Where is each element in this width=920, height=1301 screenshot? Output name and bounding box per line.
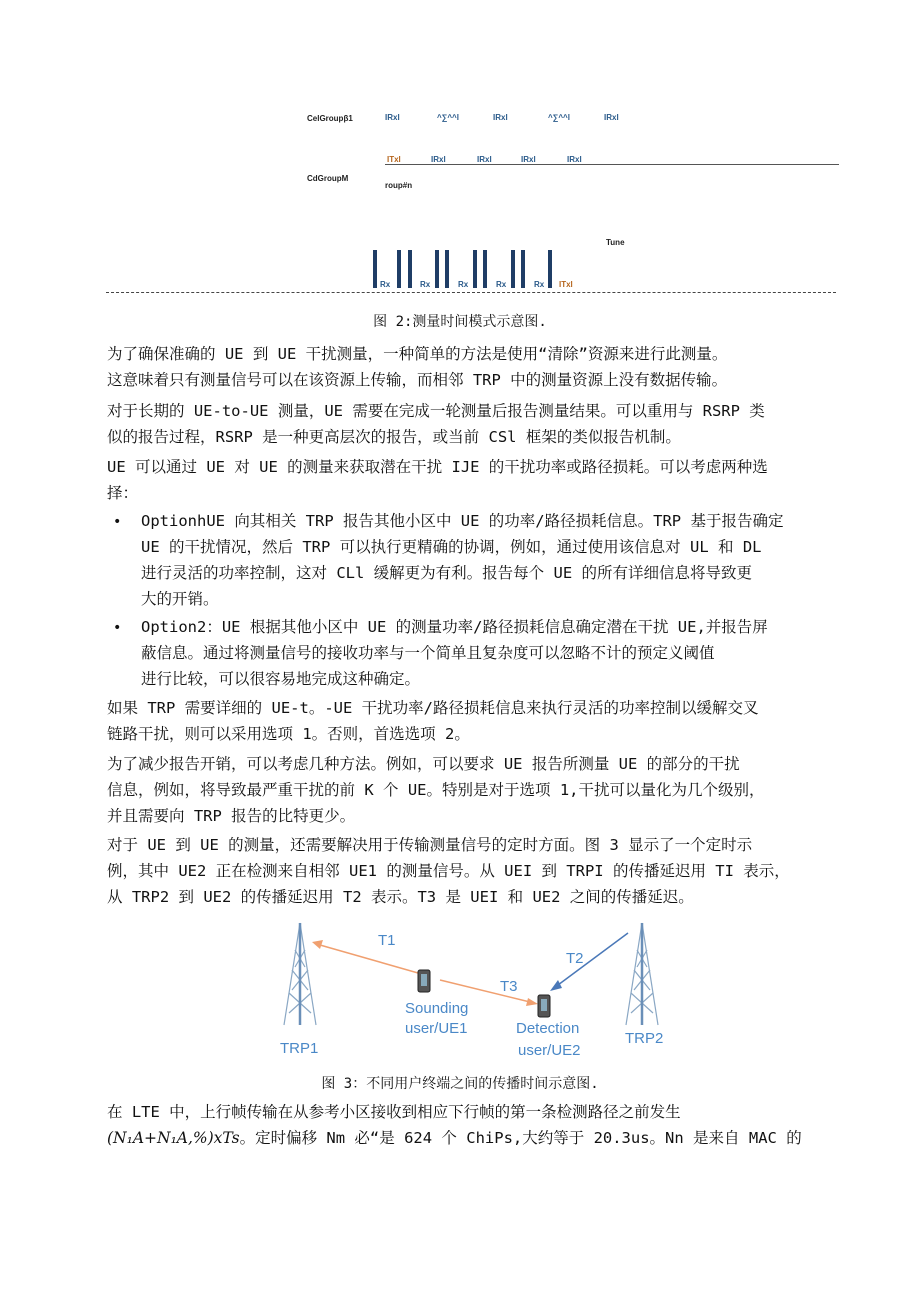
trp1-label: TRP1	[280, 1040, 319, 1057]
text-fragment: 。定时偏移 Nm 必“是 624 个 ChiPs,大约等于 20.3us。Nn 是来自 MAC 的	[239, 1129, 802, 1147]
bullet-marker: •	[113, 620, 122, 636]
figure-baseline	[106, 292, 836, 293]
bar	[445, 250, 449, 288]
bar	[473, 250, 477, 288]
text-line: OptionhUE 向其相关 TRP 报告其他小区中 UE 的功率/路径损耗信息。TRP 基于报告确定	[141, 512, 784, 530]
text-line: 对于 UE 到 UE 的测量，还需要解决用于传输测量信号的定时方面。图 3 显示了一个定时示	[107, 836, 753, 854]
bar	[521, 250, 525, 288]
bullet-marker: •	[113, 514, 122, 530]
text-line: 进行比较，可以很容易地完成这种确定。	[141, 670, 421, 688]
bar	[483, 250, 487, 288]
trp1-tower-icon	[284, 923, 316, 1025]
text-line: 似的报告过程，RSRP 是一种更高层次的报告，或当前 CSl 框架的类似报告机制。	[107, 428, 681, 446]
t1-label: T1	[378, 932, 396, 949]
bar	[408, 250, 412, 288]
t3-label: T3	[500, 978, 518, 995]
text-line: 例，其中 UE2 正在检测来自相邻 UE1 的测量信号。从 UEI 到 TRPI 的传播延迟用 TI 表示，	[107, 862, 790, 880]
text-line: 从 TRP2 到 UE2 的传播延迟用 T2 表示。T3 是 UEI 和 UE2 之间的传播延迟。	[107, 888, 694, 906]
paragraph-1	[107, 341, 837, 393]
trp2-label: TRP2	[625, 1030, 664, 1047]
bar	[397, 250, 401, 288]
ue2-phone-icon	[538, 995, 550, 1017]
text-line: 大的开销。	[141, 590, 219, 608]
detection-label: Detection	[516, 1020, 580, 1037]
ue1-label: user/UE1	[405, 1020, 468, 1037]
text-line: 并且需要向 TRP 报告的比特更少。	[107, 807, 356, 825]
ue2-label: user/UE2	[518, 1042, 581, 1059]
row1-item: IRxl	[385, 113, 400, 122]
trp2-tower-icon	[626, 923, 658, 1025]
rx-label: Rx	[458, 280, 469, 289]
paragraph-6	[107, 832, 837, 910]
row2-item: IRxl	[521, 155, 536, 164]
text-line: 为了确保准确的 UE 到 UE 干扰测量，一种简单的方法是使用“清除”资源来进行此测量。	[107, 345, 728, 363]
row2-item: IRxl	[567, 155, 582, 164]
row2-item: IRxl	[431, 155, 446, 164]
figure-2-caption: 图 2:测量时间模式示意图.	[373, 314, 547, 330]
group-n-label: roup#n	[385, 181, 413, 190]
figure-3	[260, 915, 680, 1065]
text-line: 对于长期的 UE-to-UE 测量，UE 需要在完成一轮测量后报告测量结果。可以重用与 RSRP 类	[107, 402, 765, 420]
ue1-phone-icon	[418, 970, 430, 992]
text-line: 这意味着只有测量信号可以在该资源上传输，而相邻 TRP 中的测量资源上没有数据传输。	[107, 371, 728, 389]
rx-label: Rx	[496, 280, 507, 289]
paragraph-5	[107, 751, 837, 829]
paragraph-7	[107, 1099, 837, 1151]
row1-item: ^∑^^l	[437, 113, 459, 122]
text-line: 信息，例如，将导致最严重干扰的前 K 个 UE。特别是对于选项 1,干扰可以量化为几个级别，	[107, 781, 765, 799]
text-line: 择：	[107, 484, 139, 502]
tx-label: ITxl	[559, 280, 573, 289]
row2-tx-item: ITxl	[387, 155, 401, 164]
bar	[435, 250, 439, 288]
text-line: UE 的干扰情况，然后 TRP 可以执行更精确的协调，例如，通过使用该信息对 UL 和 DL	[141, 538, 762, 556]
tune-label: Tune	[606, 238, 625, 247]
t1-arrow	[312, 940, 425, 975]
row-divider	[385, 164, 839, 165]
rx-label: Rx	[420, 280, 431, 289]
rx-label: Rx	[380, 280, 391, 289]
t2-arrow	[550, 933, 628, 991]
row1-item: IRxl	[493, 113, 508, 122]
text-line: 进行灵活的功率控制，这对 CLl 缓解更为有利。报告每个 UE 的所有详细信息将导致更	[141, 564, 752, 582]
paragraph-3	[107, 454, 837, 506]
text-line: 在 LTE 中，上行帧传输在从参考小区接收到相应下行帧的第一条检测路径之前发生	[107, 1103, 681, 1121]
text-line: UE 可以通过 UE 对 UE 的测量来获取潜在干扰 IJE 的干扰功率或路径损耗。可以考虑两种选	[107, 458, 768, 476]
bar-pattern	[368, 246, 578, 290]
text-line: 蔽信息。通过将测量信号的接收功率与一个简单且复杂度可以忽略不计的预定义阈值	[141, 644, 715, 662]
t2-label: T2	[566, 950, 584, 967]
cell-group-1-label: CelGroupβ1	[307, 114, 353, 123]
text-line: Option2：UE 根据其他小区中 UE 的测量功率/路径损耗信息确定潜在干扰 UE,并报告屏	[141, 618, 768, 636]
bullet-option-1	[141, 508, 841, 612]
cell-group-m-label: CdGroupM	[307, 174, 349, 183]
text-line: 为了减少报告开销，可以考虑几种方法。例如，可以要求 UE 报告所测量 UE 的部分的干扰	[107, 755, 740, 773]
bullet-option-2	[141, 614, 841, 692]
row2-item: IRxl	[477, 155, 492, 164]
bar	[548, 250, 552, 288]
rx-label: Rx	[534, 280, 545, 289]
sounding-label: Sounding	[405, 1000, 469, 1017]
bar	[373, 250, 377, 288]
text-line	[107, 1125, 837, 1151]
text-line: 如果 TRP 需要详细的 UE-t。-UE 干扰功率/路径损耗信息来执行灵活的功率控制以缓解交叉	[107, 699, 759, 717]
row1-item: ^∑^^l	[548, 113, 570, 122]
paragraph-4	[107, 695, 837, 747]
text-line: 链路干扰，则可以采用选项 1。否则，首选选项 2。	[107, 725, 470, 743]
paragraph-2	[107, 398, 837, 450]
figure-3-caption: 图 3：不同用户终端之间的传播时间示意图.	[321, 1076, 599, 1092]
timing-formula: (N₁A+N₁A,%)xTs	[107, 1129, 240, 1147]
bar	[511, 250, 515, 288]
row1-item: IRxl	[604, 113, 619, 122]
